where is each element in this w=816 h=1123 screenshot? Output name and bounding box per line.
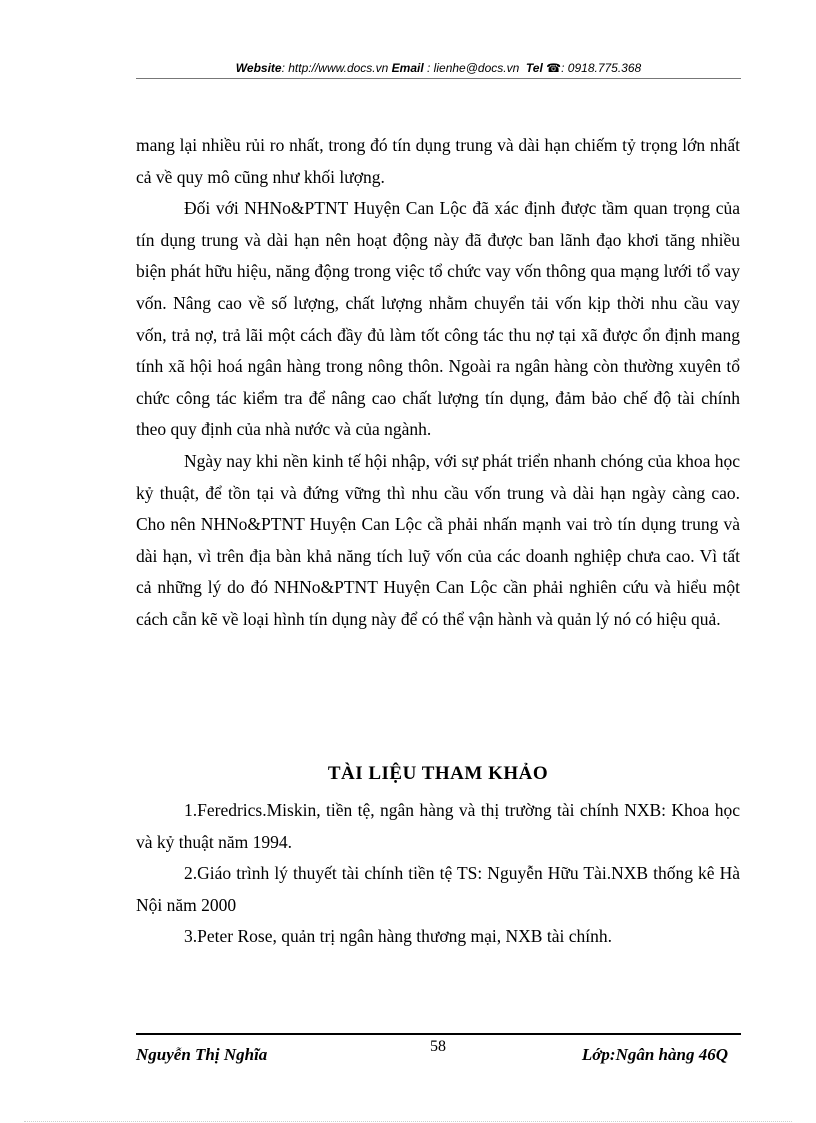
- header-divider: [136, 78, 741, 79]
- footer-class-label: Lớp:Ngân hàng 46Q: [581, 1045, 728, 1064]
- tel-value: : 0918.775.368: [561, 61, 642, 75]
- references-list: [136, 795, 740, 953]
- email-value: : lienhe@docs.vn: [427, 61, 520, 75]
- website-label: Website: [235, 61, 282, 75]
- email-label: Email: [391, 61, 424, 75]
- reference-item-3: 3.Peter Rose, quản trị ngân hàng thương mại, NXB tài chính.: [184, 926, 612, 947]
- website-value: : http://www.docs.vn: [281, 61, 389, 75]
- paragraph-2: Đối với NHNo&PTNT Huyện Can Lộc đã xác định được tầm quan trọng của tín dụng trung và dài hạn nên hoạt động này đã được ban lãnh đạo khơi tăng nhiều biện phát hữu hiệu, năng động trong việc tổ chức vay vốn thông qua mạng lưới tổ vay vốn. Nâng cao về số lượng, chất lượng nhằm chuyển tải vốn kịp thời nhu cầu vay vốn, trả nợ, trả lãi một cách đầy đủ làm tốt công tác thu nợ tại xã được ổn định mang tính xã hội hoá ngân hàng trong nông thôn. Ngoài ra ngân hàng còn thường xuyên tổ chức công tác kiểm tra để nâng cao chất lượng tín dụng, đảm bảo chế độ tài chính theo quy định của nhà nước và của ngành.: [136, 198, 740, 440]
- references-title: TÀI LIỆU THAM KHẢO: [327, 763, 549, 784]
- body-text: [136, 130, 740, 636]
- paragraph-3: Ngày nay khi nền kinh tế hội nhập, với sự phát triển nhanh chóng của khoa học kỷ thuật, để tồn tại và đứng vững thì nhu cầu vốn trung và dài hạn ngày càng cao. Cho nên NHNo&PTNT Huyện Can Lộc cầ phải nhấn mạnh vai trò tín dụng trung và dài hạn, vì trên địa bàn khả năng tích luỹ vốn của các doanh nghiệp chưa cao. Vì tất cả những lý do đó NHNo&PTNT Huyện Can Lộc cần phải nghiên cứu và hiểu một cách cẵn kẽ về loại hình tín dụng này để có thể vận hành và quản lý nó có hiệu quả.: [136, 450, 740, 629]
- phone-icon: ☎: [546, 61, 562, 75]
- reference-item-2: 2.Giáo trình lý thuyết tài chính tiền tệ TS: Nguyễn Hữu Tài.NXB thống kê Hà Nội năm 2000: [136, 863, 740, 915]
- tel-label: Tel: [525, 61, 543, 75]
- footer-author: Nguyễn Thị Nghĩa: [136, 1045, 268, 1064]
- footer-divider: [136, 1033, 741, 1035]
- paragraph-1: mang lại nhiều rủi ro nhất, trong đó tín dụng trung và dài hạn chiếm tỷ trọng lớn nhất cả về quy mô cũng như khối lượng.: [136, 135, 740, 187]
- page-number: 58: [430, 1038, 446, 1055]
- reference-item-1: 1.Feredrics.Miskin, tiền tệ, ngân hàng và thị trường tài chính NXB: Khoa học và kỷ thuật năm 1994.: [136, 800, 740, 852]
- page-bottom-border: [24, 1121, 792, 1122]
- page-header: [136, 60, 741, 76]
